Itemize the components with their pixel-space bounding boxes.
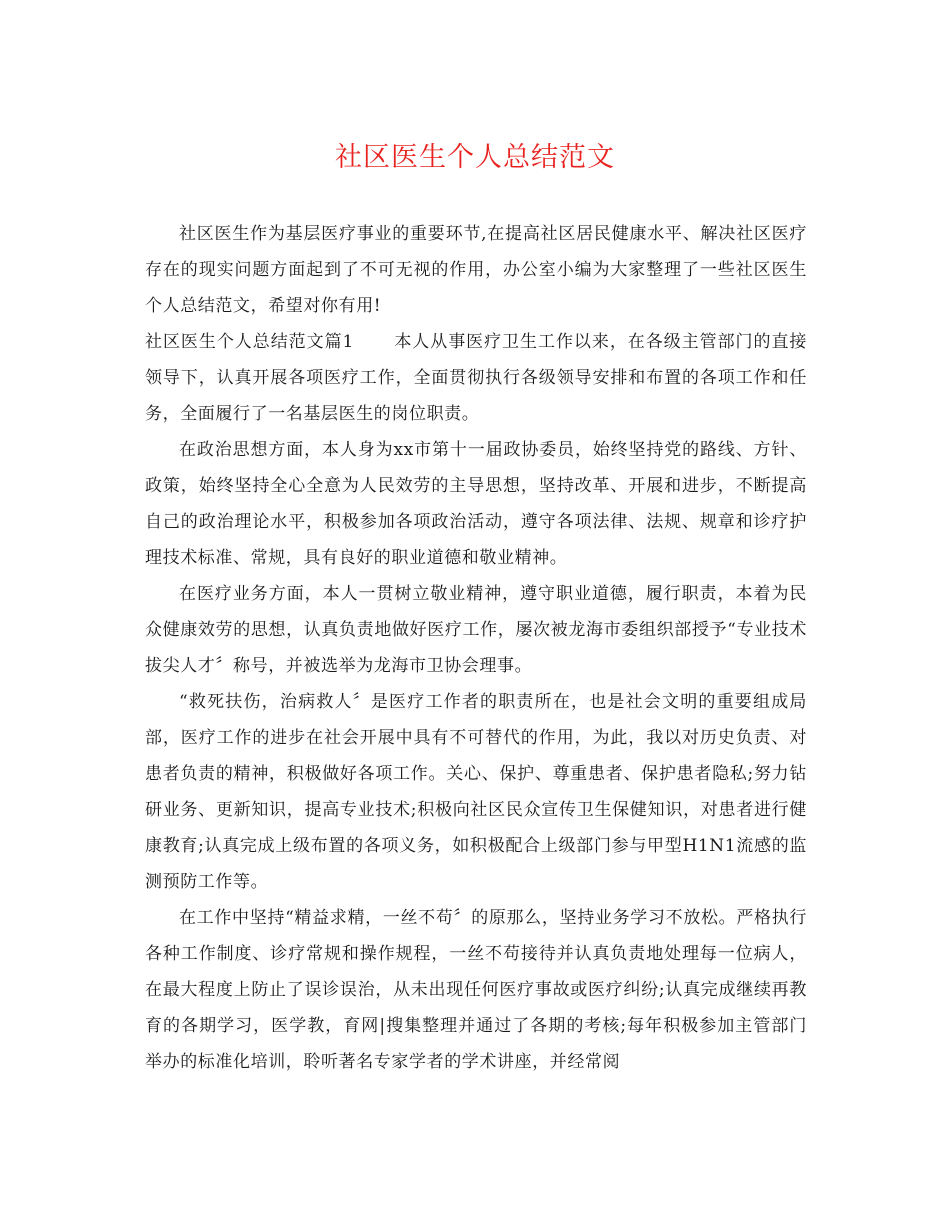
section-1-paragraph: [145, 324, 807, 432]
section-1-first-text: 本人从事医疗卫生工作以来，在各级主管部门的直接领导下，认真开展各项医疗工作，全面贯彻执行各级领导安排和布置的各项工作和任务，全面履行了一名基层医生的岗位职责。: [145, 332, 808, 424]
paragraph-political: 在政治思想方面，本人身为xx市第十一届政协委员，始终坚持党的路线、方针、政策，始终坚持全心全意为人民效劳的主导思想，坚持改革、开展和进步，不断提高自己的政治理论水平，积极参加各项政治活动，遵守各项法律、法规、规章和诊疗护理技术标准、常规，具有良好的职业道德和敬业精神。: [145, 440, 807, 568]
paragraph-work-principles: 在工作中坚持“精益求精，一丝不苟〞的原那么，坚持业务学习不放松。严格执行各种工作制度、诊疗常规和操作规程，一丝不苟接待并认真负责地处理每一位病人，在最大程度上防止了误诊误治，从未出现任何医疗事故或医疗纠纷;认真完成继续再教育的各期学习，医学教，育网|搜集整理并通过了各期的考核;每年积极参加主管部门举办的标准化培训，聆听著名专家学者的学术讲座，并经常阅: [145, 908, 807, 1072]
document-body: [145, 216, 807, 1080]
paragraph-medical-business: 在医疗业务方面，本人一贯树立敬业精神，遵守职业道德，履行职责，本着为民众健康效劳的思想，认真负责地做好医疗工作，屡次被龙海市委组织部授予“专业技术拔尖人才〞称号，并被选举为龙海市卫协会理事。: [145, 584, 807, 676]
paragraph-duty: “救死扶伤，治病救人〞是医疗工作者的职责所在，也是社会文明的重要组成局部，医疗工作的进步在社会开展中具有不可替代的作用，为此，我以对历史负责、对患者负责的精神，积极做好各项工作。关心、保护、尊重患者、保护患者隐私;努力钻研业务、更新知识，提高专业技术;积极向社区民众宣传卫生保健知识，对患者进行健康教育;认真完成上级布置的各项义务，如积极配合上级部门参与甲型H1N1流感的监测预防工作等。: [145, 692, 807, 892]
section-1-heading: 社区医生个人总结范文篇1: [145, 332, 354, 352]
intro-paragraph: 社区医生作为基层医疗事业的重要环节,在提高社区居民健康水平、解决社区医疗存在的现实问题方面起到了不可无视的作用，办公室小编为大家整理了一些社区医生个人总结范文，希望对你有用!: [145, 224, 807, 316]
page-title: 社区医生个人总结范文: [335, 142, 615, 173]
